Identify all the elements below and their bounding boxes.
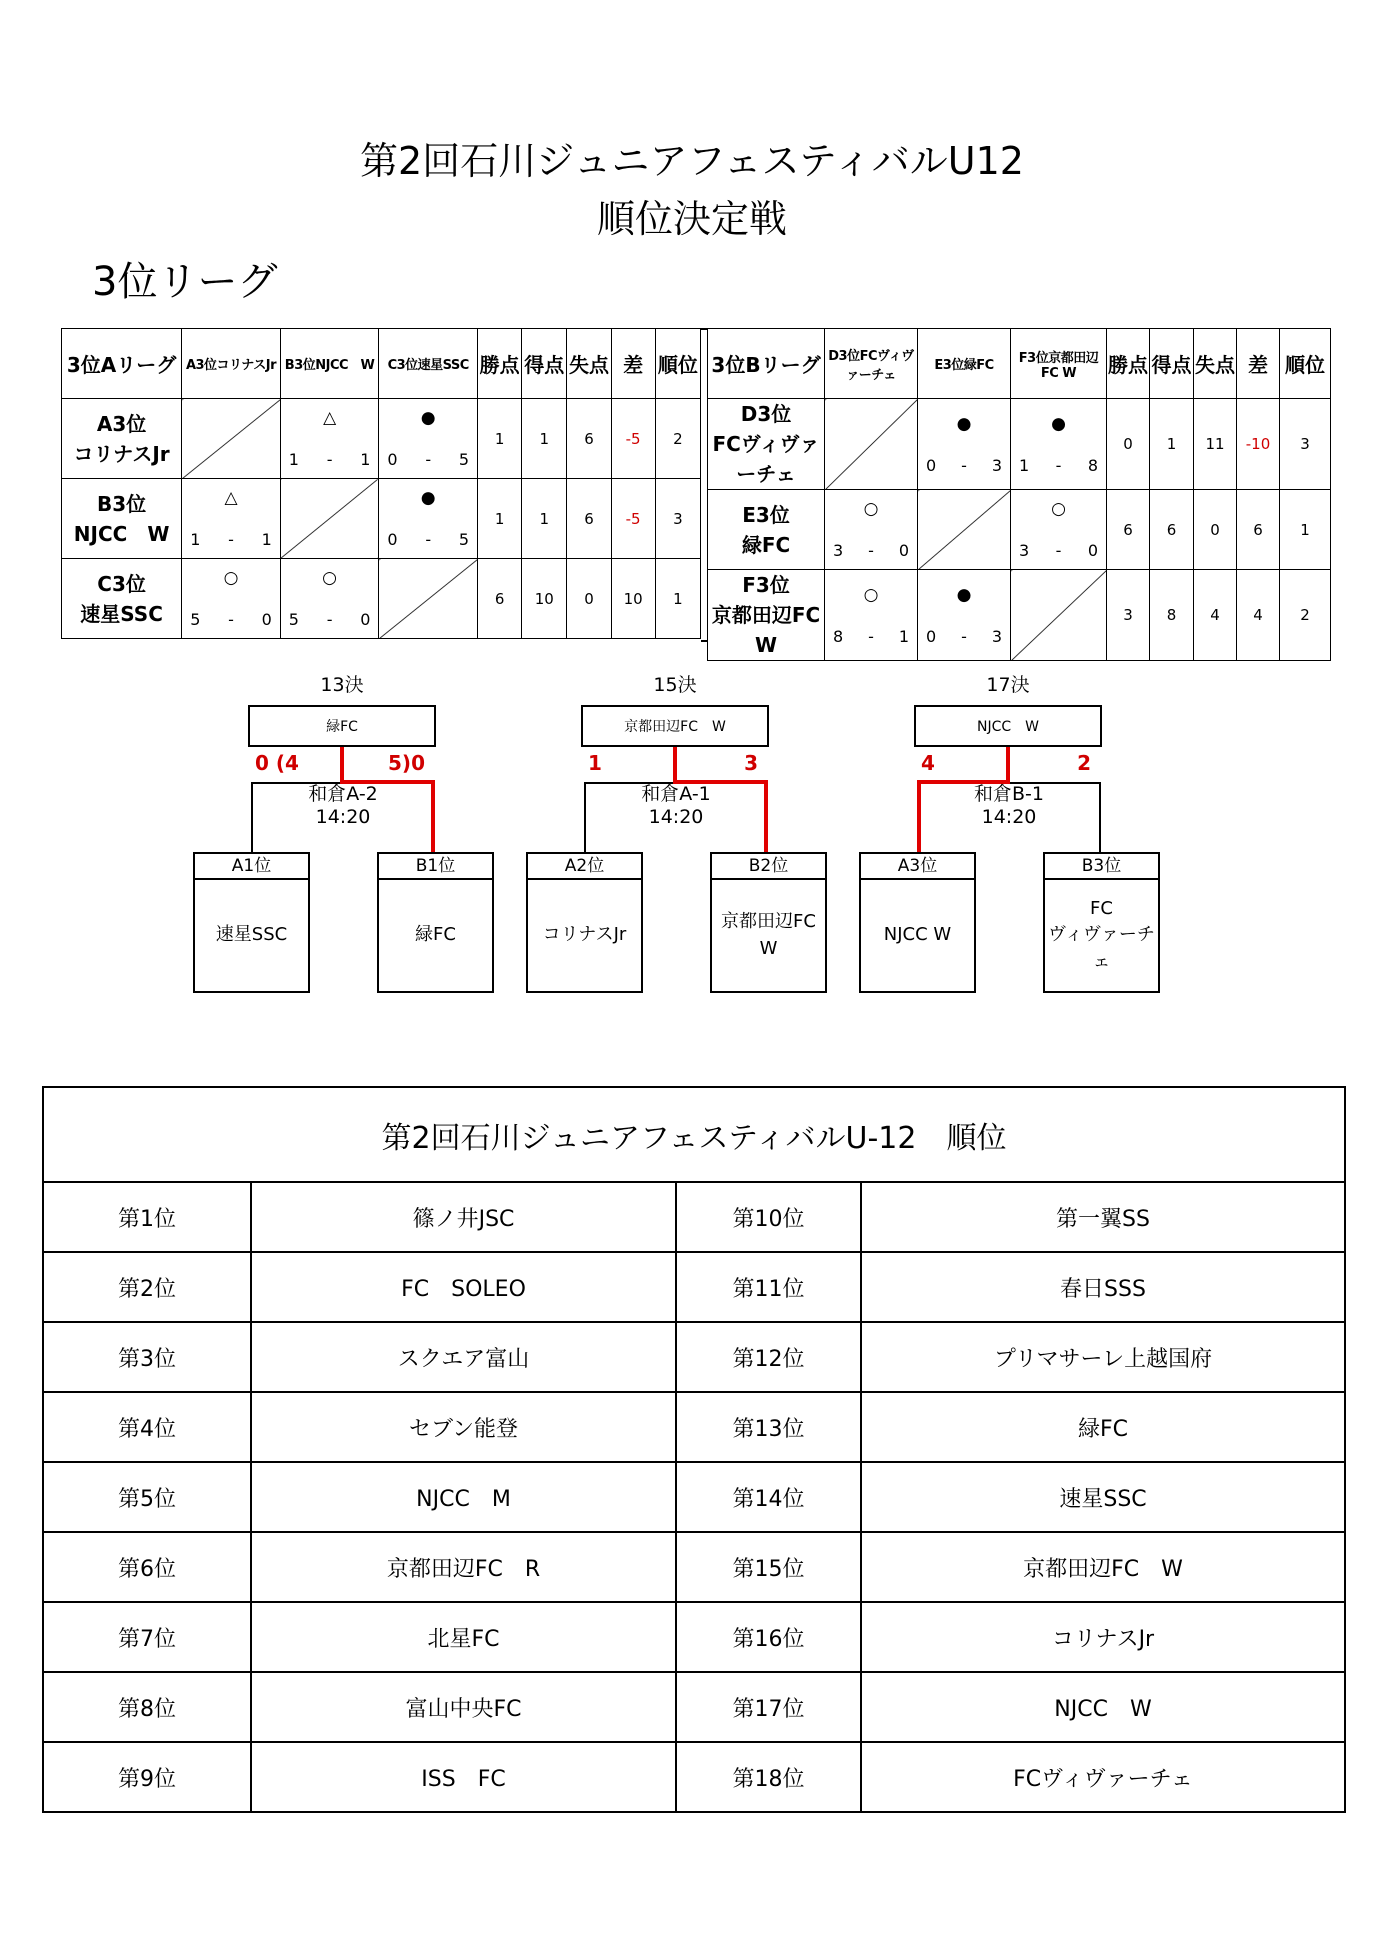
stat-points: 6: [478, 559, 522, 639]
score-home: 1: [1019, 455, 1030, 475]
rank-team: FC SOLEO: [251, 1252, 676, 1322]
result-mark: ●: [420, 408, 436, 428]
opponent-header: D3位FCヴィヴァーチェ: [825, 329, 918, 399]
ranking-row: [43, 1182, 1345, 1252]
match-score: [825, 627, 917, 646]
team-seed: A1位: [195, 854, 308, 880]
bracket-team-box: [193, 852, 310, 993]
self-match-diagonal: [182, 399, 281, 479]
score-away: 1: [360, 450, 371, 469]
bracket-line: [251, 782, 253, 852]
rank-position: 第12位: [676, 1322, 861, 1392]
result-mark: ○: [223, 568, 239, 588]
team-name: 速星SSC: [80, 601, 163, 626]
stat-goals-against: 4: [1194, 570, 1237, 661]
team-name: 京都田辺FC W: [721, 911, 816, 959]
bracket-title: 13決: [320, 674, 364, 696]
result-mark: ○: [1051, 499, 1066, 519]
league-row: [708, 570, 1331, 661]
stat-points: 3: [1107, 570, 1150, 661]
winner-path: [764, 780, 768, 852]
bracket-winner-box: NJCC W: [914, 705, 1102, 747]
bracket-team-box: [526, 852, 643, 993]
stat-goal-difference: -5: [611, 399, 655, 479]
rank-position: 第15位: [676, 1532, 861, 1602]
league-name: 3位Aリーグ: [62, 329, 182, 399]
rank-team: 速星SSC: [861, 1462, 1345, 1532]
rank-team: 緑FC: [861, 1392, 1345, 1462]
winner-path: [917, 780, 921, 852]
rank-position: 第9位: [43, 1742, 251, 1812]
rank-team: 篠ノ井JSC: [251, 1182, 676, 1252]
match-time: 14:20: [981, 806, 1037, 828]
score-home: 0: [387, 450, 398, 469]
league-row: [708, 490, 1331, 570]
stat-rank: 3: [655, 479, 700, 559]
score-home: 3: [1019, 541, 1030, 560]
opponent-header: C3位速星SSC: [379, 329, 478, 399]
score-separator: -: [326, 610, 333, 629]
score-right: 2: [1077, 751, 1091, 775]
rank-team: NJCC W: [861, 1672, 1345, 1742]
ranking-row: [43, 1672, 1345, 1742]
team-seed: A3位: [96, 411, 147, 436]
score-left: 1: [588, 751, 602, 775]
bracket-title: 15決: [653, 674, 697, 696]
rank-position: 第13位: [676, 1392, 861, 1462]
rank-position: 第14位: [676, 1462, 861, 1532]
match-result: [182, 479, 281, 559]
team-seed: B1位: [379, 854, 492, 880]
score-left: 0 (4: [255, 751, 299, 775]
rank-position: 第11位: [676, 1252, 861, 1322]
stat-goal-difference: 10: [611, 559, 655, 639]
stat-header: 差: [1237, 329, 1280, 399]
match-score: [1011, 456, 1106, 475]
bracket-line: [1099, 782, 1101, 852]
stat-points: 6: [1107, 490, 1150, 570]
stat-goal-difference: 6: [1237, 490, 1280, 570]
team-cell: [708, 490, 825, 570]
team-cell: [62, 559, 182, 639]
match-result: [280, 399, 379, 479]
stat-goals-for: 1: [1150, 399, 1194, 490]
score-separator: -: [961, 626, 967, 646]
bracket-team-box: [1043, 852, 1160, 993]
score-separator: -: [868, 541, 874, 560]
ranking-row: [43, 1532, 1345, 1602]
team-cell: [708, 399, 825, 490]
rank-position: 第6位: [43, 1532, 251, 1602]
match-score: [182, 530, 280, 549]
self-match-diagonal: [1011, 570, 1107, 661]
team-seed: A3位: [861, 854, 974, 880]
stat-goals-for: 1: [522, 479, 567, 559]
score-away: 8: [1087, 455, 1098, 475]
match-score: [825, 541, 917, 560]
match-score: [379, 450, 477, 469]
rank-position: 第3位: [43, 1322, 251, 1392]
bracket-winner-box: 緑FC: [248, 705, 436, 747]
stat-rank: 1: [1280, 490, 1331, 570]
score-away: 5: [458, 450, 469, 469]
score-home: 5: [288, 610, 299, 629]
rank-team: セブン能登: [251, 1392, 676, 1462]
ranking-row: [43, 1252, 1345, 1322]
self-match-diagonal: [379, 559, 478, 639]
match-score: [1011, 541, 1106, 560]
league-a-table: [61, 328, 701, 639]
score-home: 0: [387, 530, 398, 549]
league-row: [62, 399, 701, 479]
rank-team: NJCC M: [251, 1462, 676, 1532]
team-name: 緑FC: [415, 924, 456, 946]
section-title: 3位リーグ: [92, 259, 278, 305]
team-name: NJCC W: [883, 924, 952, 946]
match-result: [280, 559, 379, 639]
result-mark: ○: [863, 584, 879, 605]
ranking-row: [43, 1602, 1345, 1672]
team-name: FCヴィヴァーチェ: [712, 432, 820, 486]
bracket-title: 17決: [986, 674, 1030, 696]
score-separator: -: [1055, 541, 1062, 560]
bracket-line: [584, 782, 586, 852]
team-name: 京都田辺FC W: [711, 603, 821, 657]
score-separator: -: [425, 530, 432, 549]
stat-goal-difference: 4: [1237, 570, 1280, 661]
stat-points: 1: [478, 399, 522, 479]
match-score: [918, 456, 1010, 475]
score-separator: -: [326, 450, 333, 469]
stat-rank: 1: [655, 559, 700, 639]
rank-position: 第1位: [43, 1182, 251, 1252]
self-match-diagonal: [918, 490, 1011, 570]
match-time: 14:20: [648, 806, 704, 828]
result-mark: ●: [956, 584, 972, 605]
score-separator: -: [228, 610, 234, 629]
match-result: [379, 479, 478, 559]
match-result: [379, 399, 478, 479]
stat-header: 差: [611, 329, 655, 399]
result-mark: ○: [322, 568, 338, 588]
result-mark: ●: [956, 413, 972, 434]
rank-position: 第18位: [676, 1742, 861, 1812]
match-result: [918, 570, 1011, 661]
match-result: [825, 490, 918, 570]
ranking-row: [43, 1742, 1345, 1812]
team-cell: [708, 570, 825, 661]
opponent-header: E3位緑FC: [918, 329, 1011, 399]
rank-team: 春日SSS: [861, 1252, 1345, 1322]
rank-position: 第2位: [43, 1252, 251, 1322]
rank-team: ISS FC: [251, 1742, 676, 1812]
score-away: 3: [991, 626, 1002, 646]
match-result: [1011, 490, 1107, 570]
team-name: NJCC W: [73, 521, 170, 546]
winner-path: [431, 780, 435, 852]
league-row: [708, 399, 1331, 490]
stat-goals-for: 6: [1150, 490, 1194, 570]
score-away: 1: [261, 530, 272, 549]
page-title-line1: 第2回石川ジュニアフェスティバルU12: [360, 139, 1024, 183]
team-seed: C3位: [97, 571, 146, 596]
stat-rank: 2: [655, 399, 700, 479]
score-away: 0: [1087, 541, 1098, 560]
page-title-line2: 順位決定戦: [596, 197, 787, 241]
stat-goals-against: 11: [1194, 399, 1237, 490]
score-left: 4: [921, 751, 935, 775]
match-venue: 和倉B-1: [974, 783, 1044, 805]
league-b-table: [707, 328, 1331, 661]
score-separator: -: [961, 455, 967, 475]
stat-header: 失点: [1194, 329, 1237, 399]
rank-position: 第7位: [43, 1602, 251, 1672]
score-home: 0: [926, 455, 937, 475]
score-home: 5: [190, 610, 201, 629]
team-seed: A2位: [528, 854, 641, 880]
score-away: 0: [360, 610, 371, 629]
team-seed: B2位: [712, 854, 825, 880]
self-match-diagonal: [825, 399, 918, 490]
stat-goals-against: 0: [1194, 490, 1237, 570]
team-seed: F3位: [742, 573, 790, 597]
bracket-team-box: [710, 852, 827, 993]
rank-position: 第10位: [676, 1182, 861, 1252]
rank-team: コリナスJr: [861, 1602, 1345, 1672]
team-name: コリナスJr: [73, 441, 170, 466]
rank-position: 第5位: [43, 1462, 251, 1532]
bracket-team-box: [859, 852, 976, 993]
score-home: 3: [833, 541, 844, 560]
rank-team: 富山中央FC: [251, 1672, 676, 1742]
score-away: 1: [898, 626, 909, 646]
score-away: 0: [898, 541, 909, 560]
ranking-title: 第2回石川ジュニアフェスティバルU-12 順位: [43, 1087, 1345, 1182]
ranking-table: [42, 1086, 1346, 1813]
match-score: [182, 610, 280, 629]
match-result: [182, 559, 281, 639]
result-mark: △: [224, 488, 238, 508]
score-away: 3: [991, 455, 1002, 475]
stat-points: 0: [1107, 399, 1150, 490]
team-seed: E3位: [742, 502, 790, 527]
team-name: コリナスJr: [542, 924, 627, 946]
stat-goal-difference: -5: [611, 479, 655, 559]
result-mark: ○: [863, 499, 879, 519]
team-name: 速星SSC: [215, 924, 288, 946]
stat-goals-against: 0: [567, 559, 611, 639]
result-mark: △: [323, 408, 337, 428]
stat-header: 得点: [522, 329, 567, 399]
score-away: 0: [261, 610, 272, 629]
opponent-header: B3位NJCC W: [280, 329, 379, 399]
score-home: 0: [926, 626, 937, 646]
rank-team: スクエア富山: [251, 1322, 676, 1392]
score-home: 1: [288, 450, 299, 469]
match-result: [1011, 399, 1107, 490]
score-separator: -: [1055, 455, 1062, 475]
stat-rank: 2: [1280, 570, 1331, 661]
score-home: 1: [190, 530, 201, 549]
stat-header: 順位: [655, 329, 700, 399]
team-seed: B3位: [97, 491, 147, 516]
team-seed: D3位: [740, 402, 792, 426]
winner-path: [1006, 747, 1010, 784]
score-away: 5: [458, 530, 469, 549]
stat-rank: 3: [1280, 399, 1331, 490]
result-mark: ●: [1051, 413, 1066, 434]
ranking-row: [43, 1462, 1345, 1532]
stat-header: 失点: [567, 329, 611, 399]
league-row: [62, 559, 701, 639]
league-header-row: [708, 329, 1331, 399]
score-right: 3: [744, 751, 758, 775]
rank-position: 第16位: [676, 1602, 861, 1672]
self-match-diagonal: [280, 479, 379, 559]
stat-goal-difference: -10: [1237, 399, 1280, 490]
rank-position: 第17位: [676, 1672, 861, 1742]
opponent-header: A3位コリナスJr: [182, 329, 281, 399]
stat-goals-for: 10: [522, 559, 567, 639]
rank-position: 第8位: [43, 1672, 251, 1742]
match-result: [918, 399, 1011, 490]
match-score: [281, 450, 379, 469]
stat-header: 勝点: [1107, 329, 1150, 399]
team-cell: [62, 399, 182, 479]
ranking-row: [43, 1322, 1345, 1392]
score-home: 8: [833, 626, 844, 646]
match-result: [825, 570, 918, 661]
rank-team: プリマサーレ上越国府: [861, 1322, 1345, 1392]
bracket-winner-box: 京都田辺FC W: [581, 705, 769, 747]
match-score: [918, 627, 1010, 646]
rank-team: 京都田辺FC R: [251, 1532, 676, 1602]
match-venue: 和倉A-2: [308, 783, 378, 805]
stat-header: 得点: [1150, 329, 1194, 399]
score-separator: -: [425, 450, 432, 469]
stat-header: 勝点: [478, 329, 522, 399]
league-row: [62, 479, 701, 559]
rank-team: 京都田辺FC W: [861, 1532, 1345, 1602]
ranking-row: [43, 1392, 1345, 1462]
opponent-header: F3位京都田辺FC W: [1011, 329, 1107, 399]
team-name: FC ヴィヴァーチェ: [1048, 898, 1155, 972]
rank-team: 第一翼SS: [861, 1182, 1345, 1252]
bracket-team-box: [377, 852, 494, 993]
match-score: [379, 530, 477, 549]
stat-points: 1: [478, 479, 522, 559]
team-name: 緑FC: [741, 532, 791, 557]
match-time: 14:20: [315, 806, 371, 828]
stat-goals-for: 8: [1150, 570, 1194, 661]
stat-goals-for: 1: [522, 399, 567, 479]
team-seed: B3位: [1045, 854, 1158, 880]
score-separator: -: [868, 626, 874, 646]
stat-header: 順位: [1280, 329, 1331, 399]
match-venue: 和倉A-1: [641, 783, 711, 805]
winner-path: [340, 747, 344, 784]
winner-path: [673, 747, 677, 784]
rank-position: 第4位: [43, 1392, 251, 1462]
stat-goals-against: 6: [567, 479, 611, 559]
match-score: [281, 610, 379, 629]
league-name: 3位Bリーグ: [708, 329, 825, 399]
rank-team: 北星FC: [251, 1602, 676, 1672]
team-cell: [62, 479, 182, 559]
rank-team: FCヴィヴァーチェ: [861, 1742, 1345, 1812]
league-header-row: [62, 329, 701, 399]
score-separator: -: [228, 530, 234, 549]
score-right: 5)0: [388, 751, 425, 775]
stat-goals-against: 6: [567, 399, 611, 479]
result-mark: ●: [420, 488, 436, 508]
